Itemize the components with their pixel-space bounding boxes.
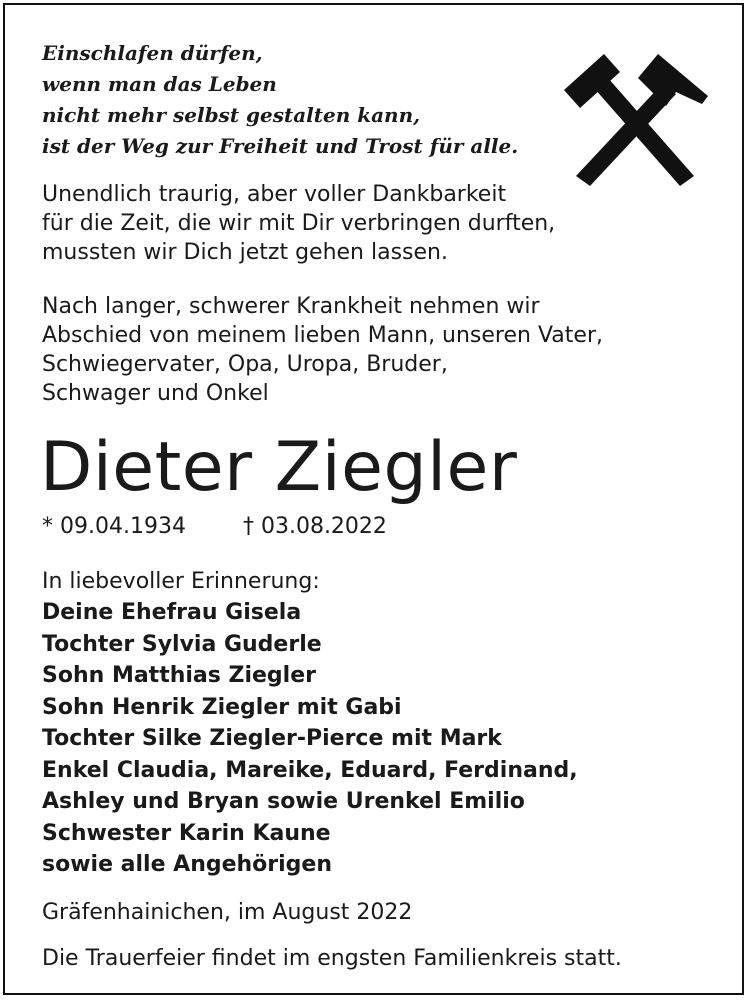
mourner-line: Schwester Karin Kaune	[42, 820, 331, 846]
mourner-line: Sohn Henrik Ziegler mit Gabi	[42, 694, 402, 720]
mourner-line: Enkel Claudia, Mareike, Eduard, Ferdinand,	[42, 757, 578, 783]
text-line: Nach langer, schwerer Krankheit nehmen wir	[42, 294, 540, 319]
text-line: für die Zeit, die wir mit Dir verbringen durften,	[42, 211, 556, 236]
poem-line: nicht mehr selbst gestalten kann,	[42, 103, 421, 127]
hammer-and-pick-icon	[556, 48, 712, 188]
mourner-line: Deine Ehefrau Gisela	[42, 600, 302, 625]
mourner-line: Tochter Silke Ziegler-Pierce mit Mark	[42, 726, 502, 751]
poem	[42, 38, 518, 162]
text-line: Abschied von meinem lieben Mann, unseren Vater,	[42, 323, 603, 348]
mourners-list	[42, 597, 578, 881]
deceased-name: Dieter Ziegler	[40, 428, 518, 507]
death-date: † 03.08.2022	[242, 514, 387, 539]
mourner-line: sowie alle Angehörigen	[42, 852, 333, 877]
mourner-line: Ashley und Bryan sowie Urenkel Emilio	[42, 789, 525, 814]
poem-line: Einschlafen dürfen,	[42, 41, 263, 65]
life-dates	[42, 512, 387, 541]
text-line: mussten wir Dich jetzt gehen lassen.	[42, 240, 448, 265]
text-line: Schwager und Onkel	[42, 381, 269, 406]
funeral-note: Die Trauerfeier findet im engsten Familienkreis statt.	[42, 946, 622, 971]
poem-line: wenn man das Leben	[42, 72, 277, 96]
place-and-date: Gräfenhainichen, im August 2022	[42, 900, 413, 925]
text-line: Schwiegervater, Opa, Uropa, Bruder,	[42, 352, 448, 377]
mourner-line: Sohn Matthias Ziegler	[42, 663, 316, 688]
gratitude-paragraph	[42, 180, 555, 267]
farewell-paragraph	[42, 292, 603, 408]
text-line: Unendlich traurig, aber voller Dankbarkeit	[42, 182, 507, 207]
mourner-line: Tochter Sylvia Guderle	[42, 631, 322, 657]
birth-date: * 09.04.1934	[42, 514, 186, 539]
memory-intro: In liebevoller Erinnerung:	[42, 569, 320, 594]
poem-line: ist der Weg zur Freiheit und Trost für alle.	[42, 134, 519, 158]
